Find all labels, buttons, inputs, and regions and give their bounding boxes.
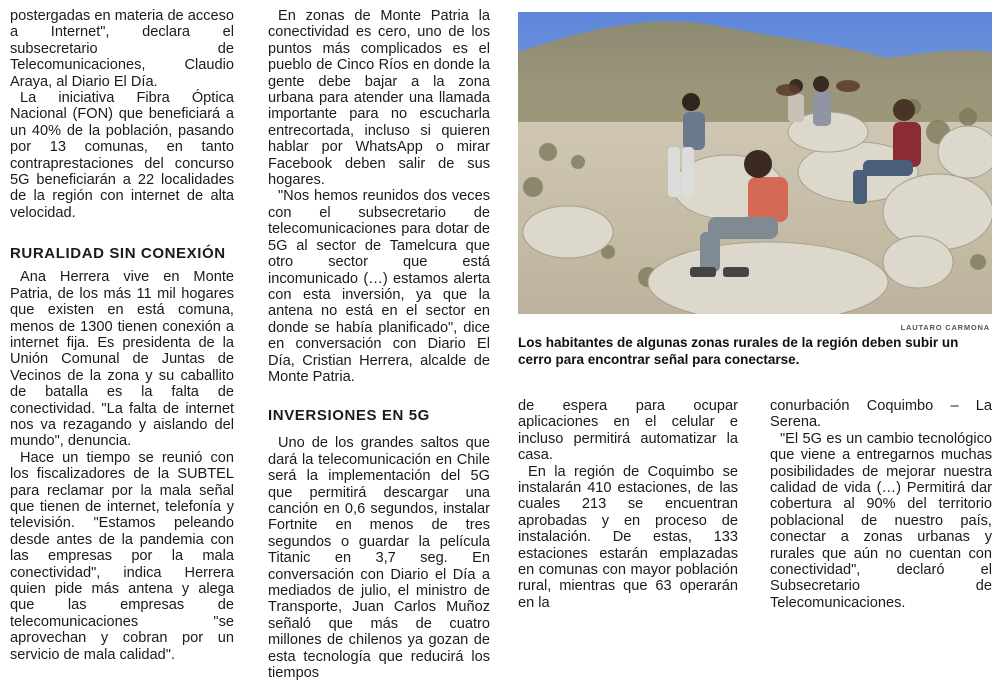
paragraph: Ana Herrera vive en Monte Patria, de los más 11 mil hogares que existen en está comuna, menos de 1300 tienen conexión a internet fija. Es presidenta de la Unión Comunal de Juntas de Vecinos de la zona y su caballito de batalla es la falta de conectividad. "La falta de internet nos va rezagando y aislando del mundo", denuncia.	[10, 269, 234, 450]
photo-caption: Los habitantes de algunas zonas rurales de la región deben subir un cerro para encontrar señal para conectarse.	[518, 335, 959, 367]
paragraph: de espera para ocupar aplicaciones en el celular e incluso permitirá automatizar la casa.	[518, 398, 738, 464]
paragraph: conurbación Coquimbo – La Serena.	[770, 398, 992, 431]
article-column-1	[10, 8, 234, 663]
paragraph: "Nos hemos reunidos dos veces con el subsecretario de telecomunicaciones para dotar de 5G al sector de Tamelcura que otro sector que está incomunicado (…) estamos alerta con esta inversión, ya que la antena no está en el sector en donde se había planificado", dice en conversación con Diario El Día, Cristian Herrera, alcalde de Monte Patria.	[268, 188, 490, 385]
section-heading-inversiones: INVERSIONES EN 5G	[268, 407, 430, 425]
paragraph: En la región de Coquimbo se instalarán 410 estaciones, de las cuales 213 se encuentran aprobadas y en proceso de instalación. De estas, 133 estaciones estarán emplazadas en comunas con mayor población rural, mientras que 63 operarán en la	[518, 463, 738, 611]
news-photo	[518, 12, 992, 314]
article-column-3	[518, 398, 738, 611]
paragraph: "El 5G es un cambio tecnológico que viene a entregarnos muchas posibilidades de mejorar nuestra calidad de vida (…) Permitirá dar cobertura al 90% del territorio poblacional de nuestro país, conectar a zonas urbanas y rurales que aún no cuentan con conectividad", declaró el Subsecretario de Telecomunicaciones.	[770, 430, 992, 611]
paragraph: Hace un tiempo se reunió con los fiscalizadores de la SUBTEL para reclamar por la mala señal que tienen de internet, telefonía y televisión. "Estamos peleando desde antes de la pandemia con las empresas por la mala conectividad", indica Herrera quien pide más antena y alega que las empresas de telecomunicaciones "se aprovechan y cobran por un servicio de mala calidad".	[10, 449, 234, 663]
photo-illustration	[518, 12, 992, 314]
paragraph: En zonas de Monte Patria la conectividad es cero, uno de los puntos más complicados es el pueblo de Cinco Ríos en donde la gente debe bajar a la zona urbana para atender una llamada importante para no escucharla entrecortada, incluso si quieren hablar por WhatsApp o mirar Facebook deben salir de sus hogares.	[268, 8, 490, 189]
article-column-4	[770, 398, 992, 611]
paragraph: La iniciativa Fibra Óptica Nacional (FON) que beneficiará a un 40% de la población, pasando por 13 comunas, en tanto contraprestaciones del concurso 5G beneficiarán a 22 localidades de la región con internet de alta velocidad.	[10, 90, 234, 221]
photo-credit: LAUTARO CARMONA	[900, 323, 990, 332]
paragraph: postergadas en materia de acceso a Internet", declara el subsecretario de Telecomunicaciones, Claudio Araya, al Diario El Día.	[10, 8, 234, 90]
article-column-2	[268, 8, 490, 681]
paragraph: Uno de los grandes saltos que dará la telecomunicación en Chile será la implementación del 5G que permitirá descargar una canción en 0,6 segundos, instalar Fortnite en menos de tres segundos o guardar la película Titanic en 3,7 seg. En conversación con Diario el Día a mediados de julio, el ministro de Transporte, Juan Carlos Muñoz señaló que más de cuatro millones de chilenos ya gozan de esta tecnología que reducirá los tiempos	[268, 435, 490, 681]
section-heading-ruralidad: RURALIDAD SIN CONEXIÓN	[10, 245, 226, 263]
